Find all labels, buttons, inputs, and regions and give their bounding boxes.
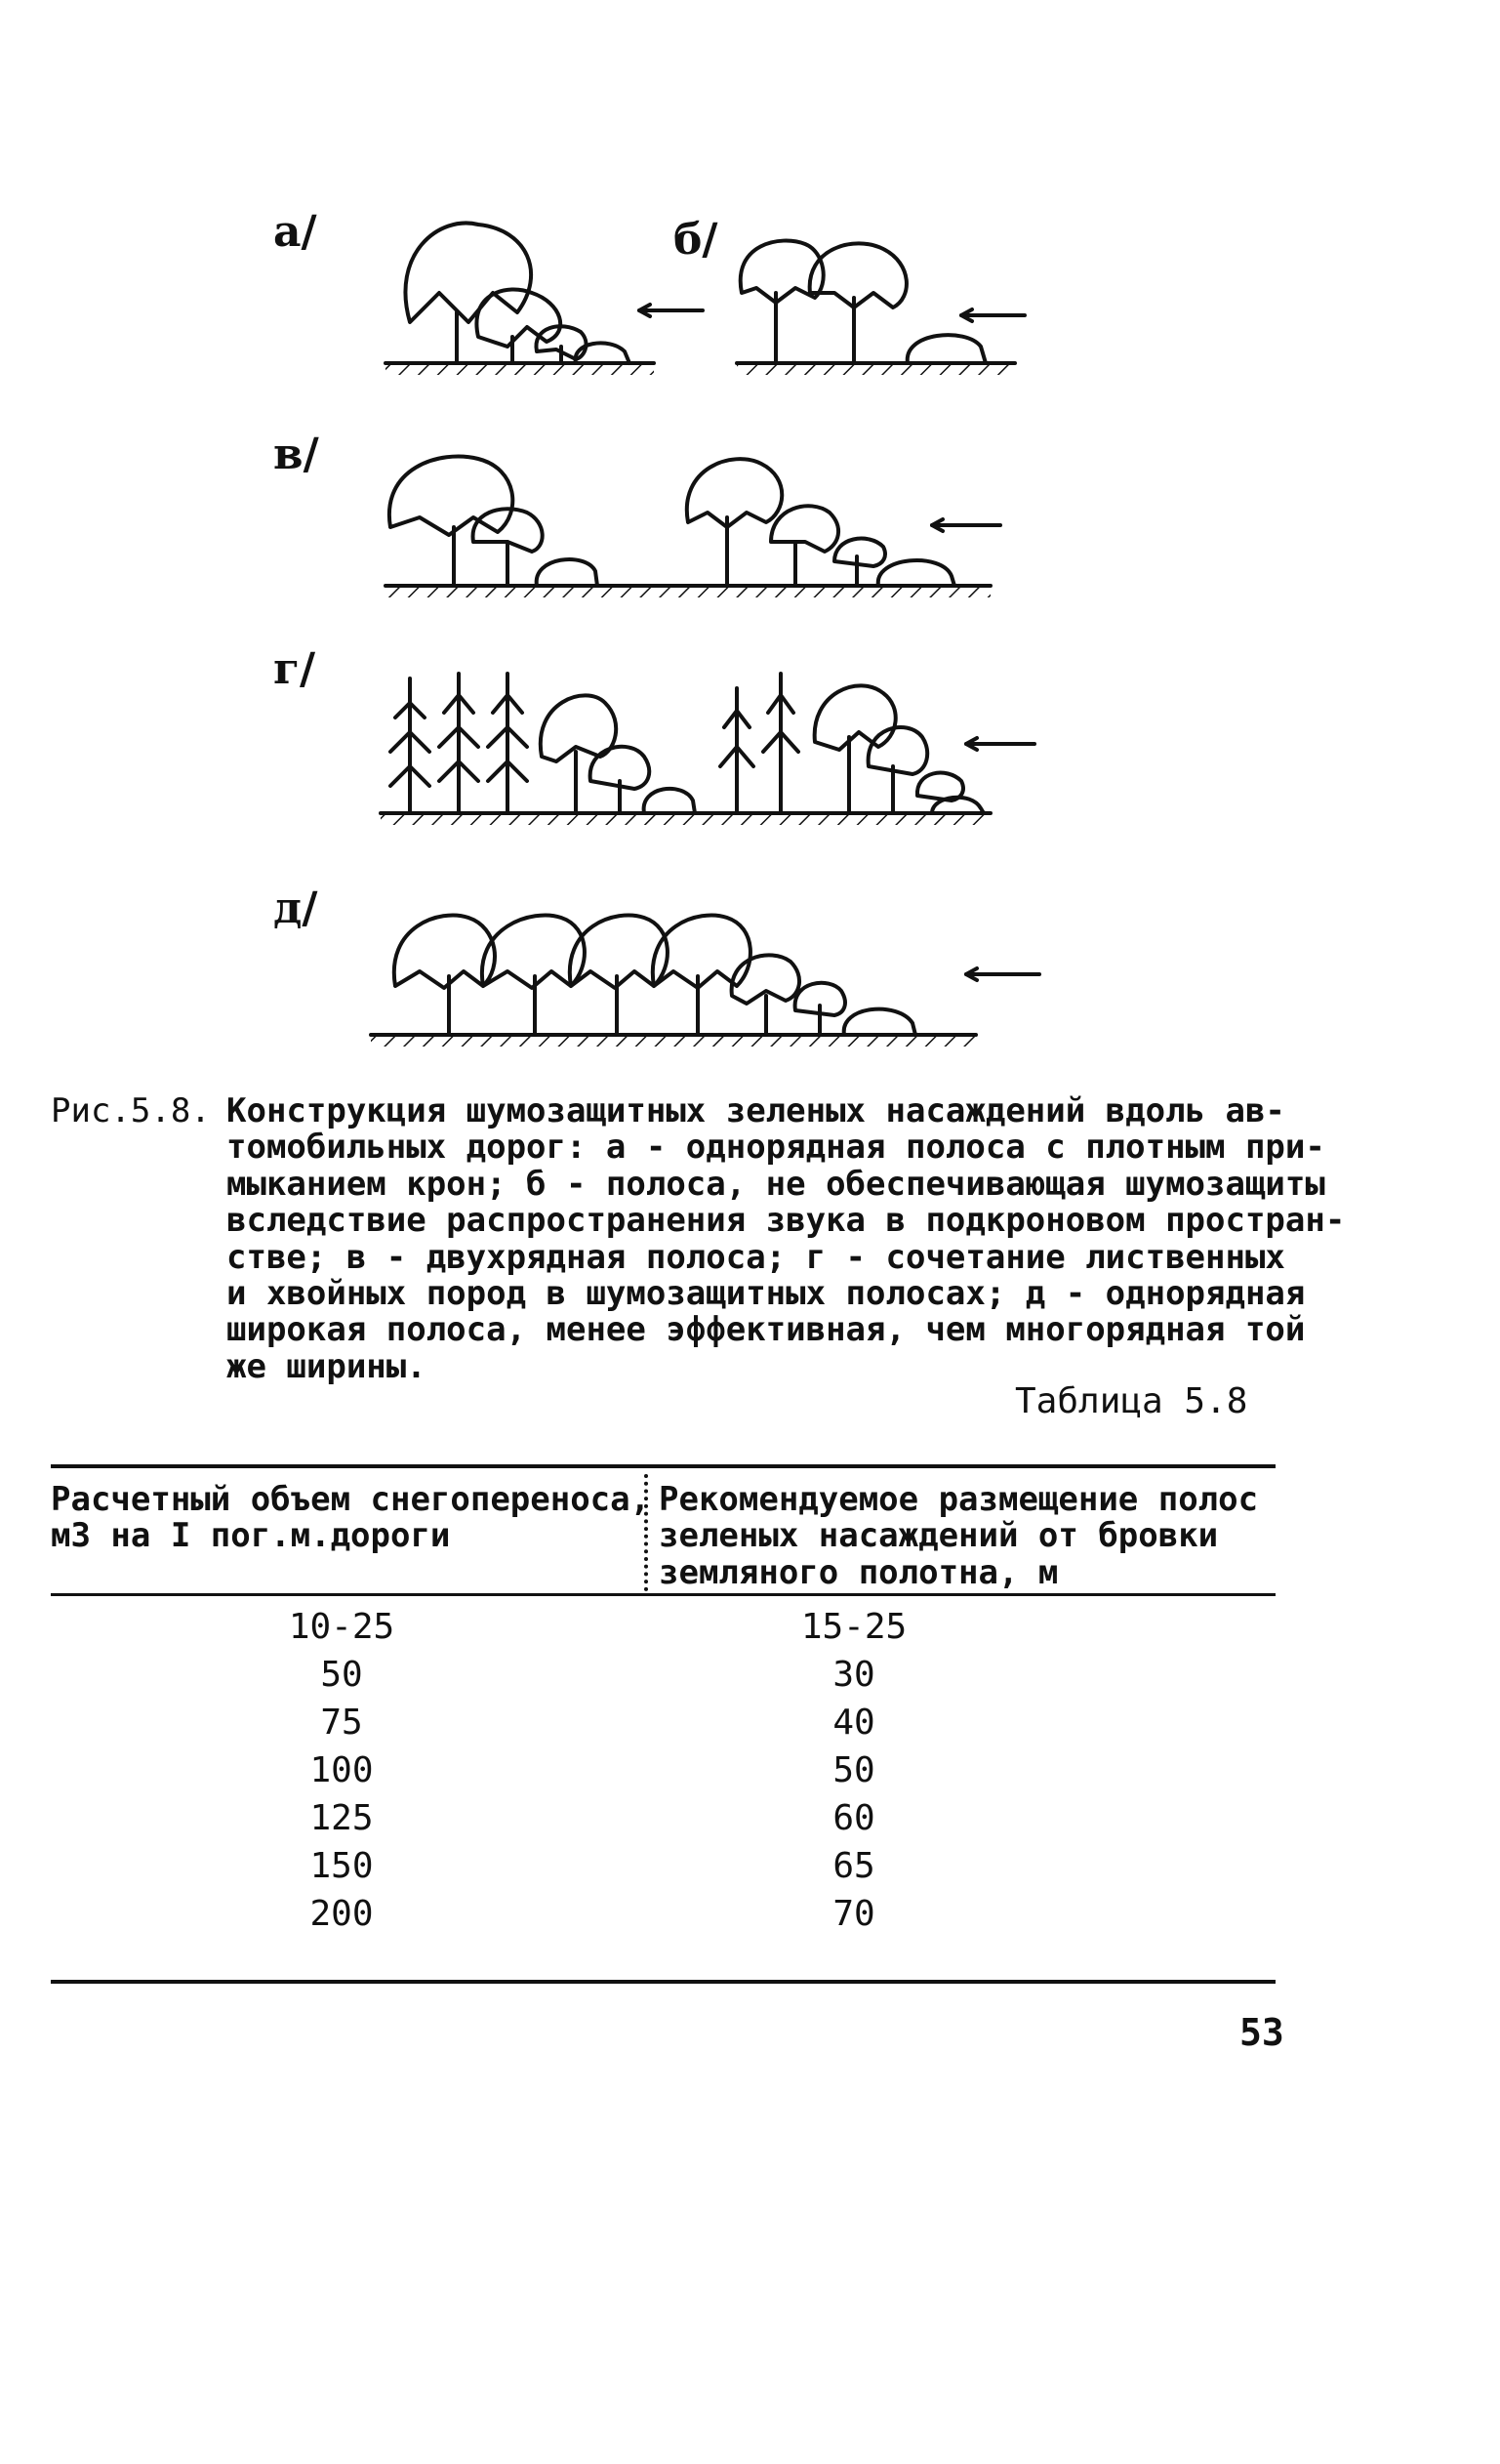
table-title: Таблица 5.8	[1015, 1381, 1248, 1421]
caption-line-6: и хвойных пород в шумозащитных полосах; д - однорядная	[226, 1273, 1306, 1313]
panel-label-g: г/	[273, 644, 316, 694]
panel-label-d: д/	[273, 883, 318, 933]
table-column-separator	[644, 1474, 648, 1591]
panel-a-drawing	[385, 223, 703, 375]
caption-line-7: широкая полоса, менее эффективная, чем многорядная той	[226, 1310, 1306, 1350]
table-cell: 15-25	[800, 1607, 908, 1647]
panel-v-drawing	[385, 457, 1000, 597]
table-cell: 200	[309, 1894, 374, 1934]
caption-line-3: мыканием крон; б - полоса, не обеспечивающая шумозащиты	[226, 1164, 1325, 1204]
panel-g-drawing	[381, 674, 1034, 825]
panel-label-a: а/	[273, 207, 317, 257]
table-cell: 30	[832, 1655, 875, 1695]
caption-line-2: томобильных дорог: а - однорядная полоса с плотным при-	[226, 1128, 1325, 1168]
table-cell: 50	[320, 1655, 363, 1695]
caption-line-8: же ширины.	[226, 1346, 426, 1386]
caption-line-1: Конструкция шумозащитных зеленых насаждений вдоль ав-	[226, 1091, 1285, 1130]
panel-label-v: в/	[273, 430, 319, 479]
table-cell: 70	[832, 1894, 875, 1934]
table-cell: 40	[832, 1703, 875, 1743]
table-cell: 60	[832, 1798, 875, 1838]
table-cell: 50	[832, 1750, 875, 1790]
table-header-rule	[51, 1593, 1276, 1596]
table-header-col1: Расчетный объем снегопереноса, м3 на I пог.м.дороги	[51, 1480, 651, 1556]
panel-d-drawing	[371, 916, 1039, 1047]
caption-line-4: вследствие распространения звука в подкроновом простран-	[226, 1201, 1346, 1241]
caption-label: Рис.5.8.	[51, 1091, 211, 1130]
noise-barrier-figure	[0, 0, 1500, 1074]
table-top-rule	[51, 1464, 1276, 1468]
page-number: 53	[1239, 2011, 1284, 2054]
table-cell: 10-25	[288, 1607, 395, 1647]
caption-line-5: стве; в - двухрядная полоса; г - сочетание лиственных	[226, 1237, 1285, 1277]
table-cell: 100	[309, 1750, 374, 1790]
table-cell: 75	[320, 1703, 363, 1743]
table-cell: 65	[832, 1846, 875, 1886]
table-cell: 125	[309, 1798, 374, 1838]
panel-label-b: б/	[673, 215, 718, 265]
panel-b-drawing	[737, 241, 1025, 375]
table-bottom-rule	[51, 1980, 1276, 1984]
figure-caption	[51, 1091, 1346, 1386]
table-cell: 150	[309, 1846, 374, 1886]
table-header-col2: Рекомендуемое размещение полос зеленых насаждений от бровки земляного полотна, м	[659, 1480, 1259, 1592]
